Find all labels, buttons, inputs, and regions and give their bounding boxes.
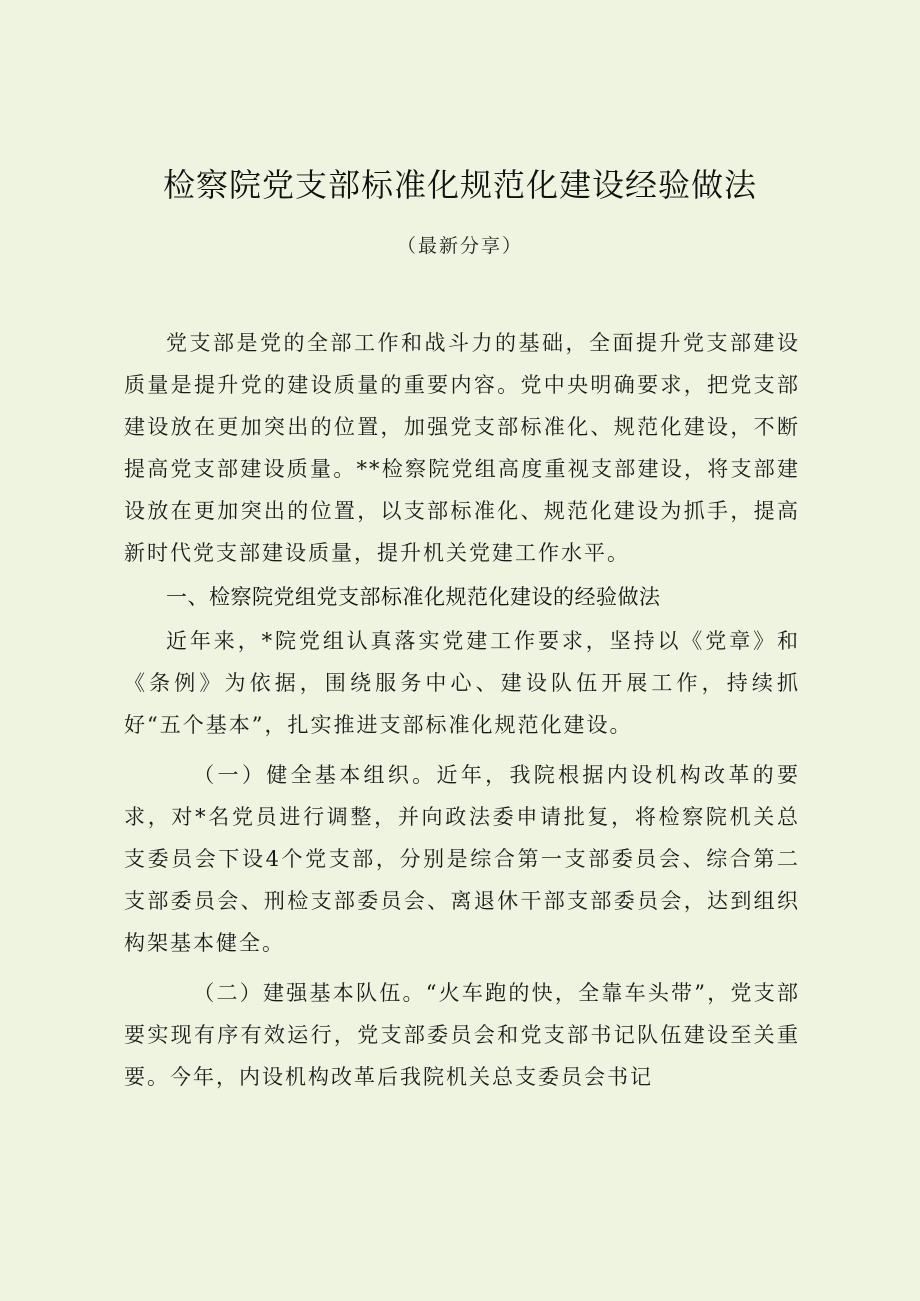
- document-body: [124, 322, 800, 1098]
- subsection-paragraph-1: （一）健全基本组织。近年，我院根据内设机构改革的要求，对*名党员进行调整，并向政法委申请批复，将检察院机关总支委员会下设4个党支部，分别是综合第一支部委员会、综合第二支部委员会、刑检支部委员会、离退休干部支部委员会，达到组织构架基本健全。: [124, 763, 800, 955]
- subsection-paragraph-2: （二）建强基本队伍。“火车跑的快，全靠车头带”，党支部要实现有序有效运行，党支部委员会和党支部书记队伍建设至关重要。今年，内设机构改革后我院机关总支委员会书记: [124, 981, 800, 1089]
- document-subtitle: （最新分享）: [396, 235, 523, 257]
- intro-paragraph: 党支部是党的全部工作和战斗力的基础，全面提升党支部建设质量是提升党的建设质量的重要内容。党中央明确要求，把党支部建设放在更加突出的位置，加强党支部标准化、规范化建设，不断提高党支部建设质量。**检察院党组高度重视支部建设，将支部建设放在更加突出的位置，以支部标准化、规范化建设为抓手，提高新时代党支部建设质量，提升机关党建工作水平。: [124, 331, 800, 565]
- section-heading: 一、检察院党组党支部标准化规范化建设的经验做法: [166, 585, 661, 609]
- document-title: 检察院党支部标准化规范化建设经验做法: [162, 166, 757, 204]
- section-intro-paragraph: 近年来，*院党组认真落实党建工作要求，坚持以《党章》和《条例》为依据，围绕服务中心、建设队伍开展工作，持续抓好“五个基本”，扎实推进支部标准化规范化建设。: [124, 629, 800, 737]
